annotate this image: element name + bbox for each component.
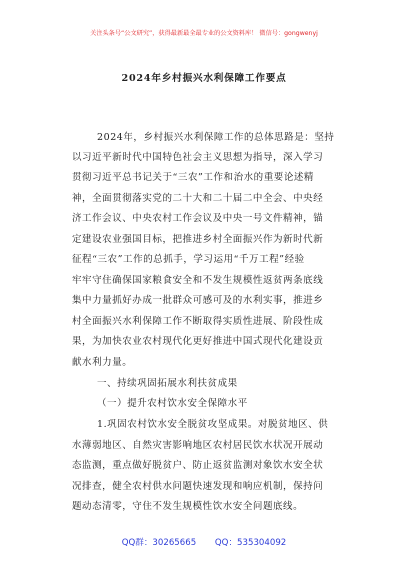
body-line: 题动态清零，守住不发生规模性饮水安全问题底线。 [72, 501, 304, 512]
footer-qq-group: QQ群：30265665 [121, 538, 197, 548]
footer-qq-number: QQ：535304092 [214, 538, 287, 548]
body-line: 集中力量抓好办成一批群众可感可及的水利实事，推进乡 [72, 295, 324, 306]
body-line: 态监测，重点做好脱贫户、防止返贫监测对象饮水安全状 [72, 460, 324, 471]
body-line: 1.巩固农村饮水安全脱贫攻坚成果。对脱贫地区、供 [97, 419, 329, 430]
body-line: 以习近平新时代中国特色社会主义思想为指导，深入学习 [72, 152, 324, 163]
body-line: 牢牢守住确保国家粮食安全和不发生规模性返贫两条底线 [72, 275, 324, 286]
body-line: 征程“三农”工作的总抓手，学习运用“千万工程”经验 [72, 254, 305, 265]
body-line: 2024年，乡村振兴水利保障工作的总体思路是：坚持 [97, 132, 335, 143]
section-heading: 一、持续巩固拓展水利扶贫成果 [97, 378, 238, 389]
body-line: 贯彻习近平总书记关于“三农”工作和治水的重要论述精 [72, 172, 314, 183]
body-line: 水薄弱地区、自然灾害影响地区农村居民饮水状况开展动 [72, 440, 324, 451]
document-title: 2024年乡村振兴水利保障工作要点 [121, 73, 287, 84]
header-note: 关注头条号“公文研究”，获得最新最全最专业的公文资料库！ 微信号：gongwenyj [90, 30, 318, 37]
body-line: 济工作会议、中央农村工作会议及中央一号文件精神，锚 [72, 213, 324, 224]
body-line: 献水利力量。 [72, 357, 133, 368]
body-line: 村全面振兴水利保障工作不断取得实质性进展、阶段性成 [72, 316, 324, 327]
body-line: 定建设农业强国目标，把推进乡村全面振兴作为新时代新 [72, 234, 324, 245]
footer-contact [0, 538, 408, 549]
body-line: 果，为加快农业农村现代化更好推进中国式现代化建设贡 [72, 336, 324, 347]
body-line: 神，全面贯彻落实党的二十大和二十届二中全会、中央经 [72, 193, 324, 204]
subsection-heading: （一）提升农村饮水安全保障水平 [97, 398, 248, 409]
body-line: 况排查，健全农村供水问题快速发现和响应机制，保持问 [72, 481, 324, 492]
